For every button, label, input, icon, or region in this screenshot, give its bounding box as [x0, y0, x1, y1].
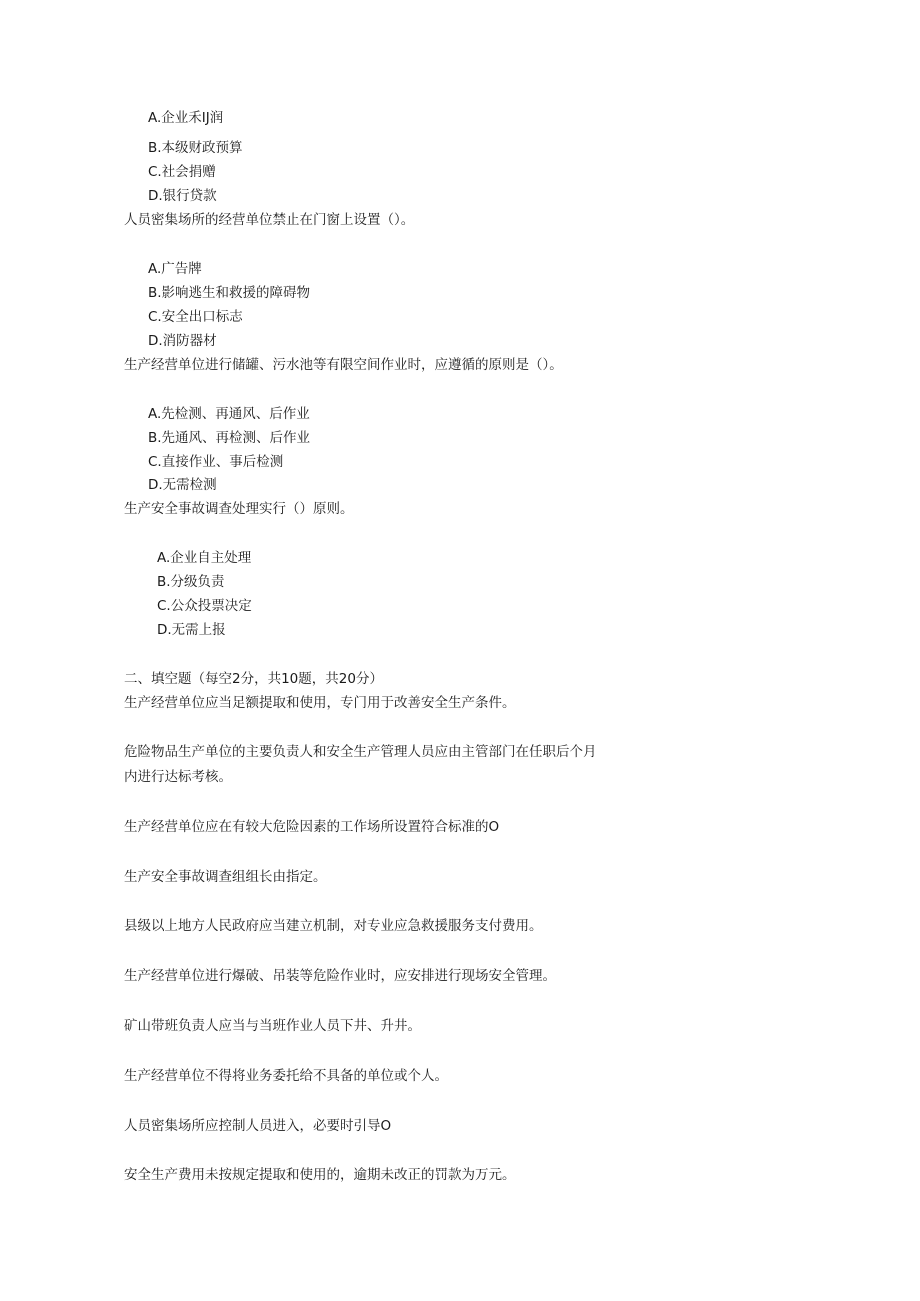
option-c: C.直接作业、事后检测: [148, 454, 284, 470]
option-d: D.消防器材: [148, 333, 217, 349]
option-d: D.无需上报: [157, 622, 226, 638]
option-a: A.先检测、再通风、后作业: [148, 406, 310, 422]
option-d: D.无需检测: [148, 477, 217, 493]
fill-item: 生产经营单位进行爆破、吊装等危险作业时，应安排进行现场安全管理。: [124, 968, 556, 984]
fill-item: 生产经营单位应在有较大危险因素的工作场所设置符合标准的O: [124, 819, 500, 835]
question-stem: 生产经营单位进行储罐、污水池等有限空间作业时，应遵循的原则是（）。: [124, 357, 563, 373]
option-b: B.分级负责: [157, 574, 225, 590]
fill-item: 人员密集场所应控制人员进入，必要时引导O: [124, 1118, 392, 1134]
option-a: A.广告牌: [148, 261, 202, 277]
fill-item: 生产经营单位应当足额提取和使用，专门用于改善安全生产条件。: [124, 695, 516, 711]
option-c: C.公众投票决定: [157, 598, 252, 614]
question-stem: 人员密集场所的经营单位禁止在门窗上设置（）。: [124, 212, 415, 228]
fill-item: 生产经营单位不得将业务委托给不具备的单位或个人。: [124, 1068, 448, 1084]
option-c: C.社会捐赠: [148, 164, 216, 180]
option-b: B.影响逃生和救援的障碍物: [148, 285, 311, 301]
fill-item: 危险物品生产单位的主要负责人和安全生产管理人员应由主管部门在任职后个月: [124, 744, 597, 760]
fill-item: 矿山带班负责人应当与当班作业人员下井、升井。: [124, 1018, 421, 1034]
fill-item: 生产安全事故调查组组长由指定。: [124, 869, 327, 885]
fill-item: 县级以上地方人民政府应当建立机制，对专业应急救援服务支付费用。: [124, 918, 543, 934]
option-a: A.企业自主处理: [157, 550, 252, 566]
fill-item-continuation: 内进行达标考核。: [124, 769, 232, 785]
option-b: B.先通风、再检测、后作业: [148, 430, 311, 446]
option-d: D.银行贷款: [148, 188, 217, 204]
option-c: C.安全出口标志: [148, 309, 243, 325]
question-stem: 生产安全事故调查处理实行（）原则。: [124, 501, 354, 517]
section-heading: 二、填空题（每空2分，共10题，共20分）: [124, 671, 383, 687]
option-a: A.企业禾IJ润: [148, 110, 224, 126]
option-b: B.本级财政预算: [148, 140, 243, 156]
fill-item: 安全生产费用未按规定提取和使用的，逾期未改正的罚款为万元。: [124, 1167, 516, 1183]
